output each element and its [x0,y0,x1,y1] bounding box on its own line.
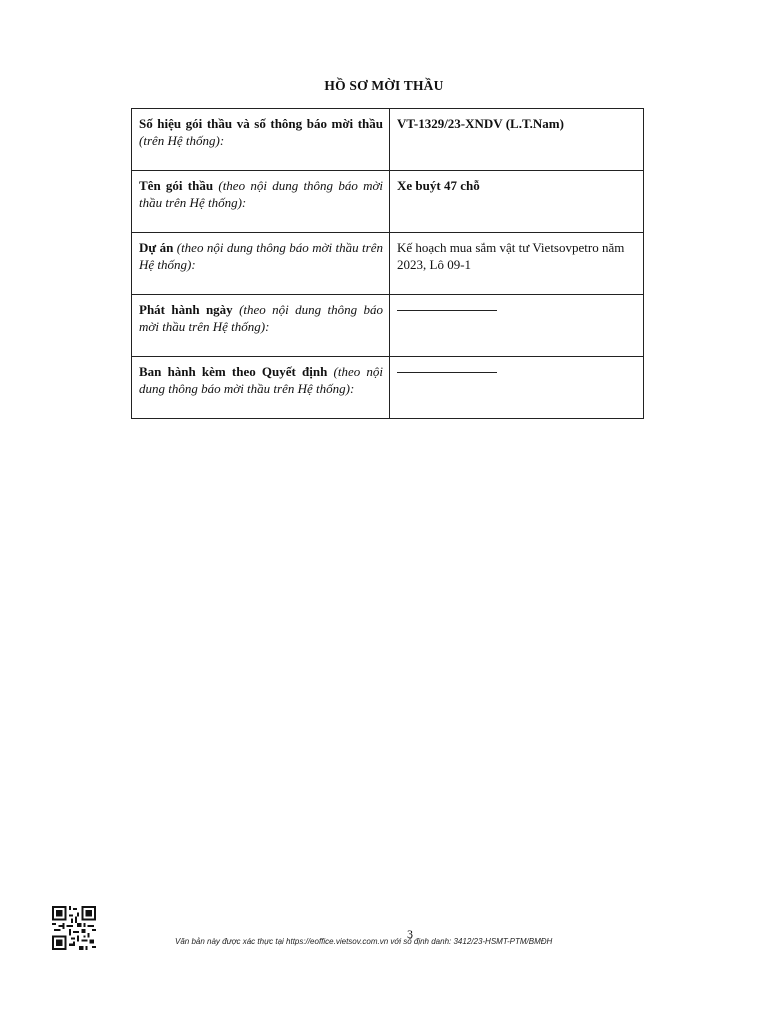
label-italic: (theo nội dung thông báo mời thầu trên Hệ thống): [139,364,384,396]
table-row [132,109,644,171]
value-text: Kế hoạch mua sắm vật tư Vietsovpetro năm 2023, Lô 09-1 [397,240,625,272]
row-label [132,233,390,295]
page-number: 3 [407,927,413,941]
blank-line [397,366,497,373]
label-bold: Dự án [139,240,174,255]
blank-line [397,304,497,311]
row-label [132,295,390,357]
label-bold: Phát hành ngày [139,302,233,317]
label-bold: Số hiệu gói thầu và số thông báo mời thầu [139,116,383,131]
row-label [132,171,390,233]
table-row [132,233,644,295]
row-label [132,109,390,171]
label-italic: (theo nội dung thông báo mời thầu trên Hệ thống): [139,302,384,334]
document-title: HỒ SƠ MỜI THẦU [324,78,444,93]
row-value [390,295,644,357]
row-label [132,357,390,419]
table-row [132,357,644,419]
table-row [132,171,644,233]
qr-code-icon [52,906,96,950]
label-italic: (theo nội dung thông báo mời thầu trên Hệ thống): [139,240,383,272]
table-row [132,295,644,357]
label-bold: Tên gói thầu [139,178,214,193]
row-value [390,171,644,233]
label-italic: (trên Hệ thống): [139,133,225,148]
label-bold: Ban hành kèm theo Quyết định [139,364,328,379]
value-text: Xe buýt 47 chỗ [397,178,480,193]
tender-info-table [131,108,644,419]
verification-footer: Văn bản này được xác thực tại https://eoffice.vietsov.com.vn với số định danh: 3412/23-HSMT-PTM/BMĐH [175,937,553,946]
row-value [390,357,644,419]
value-text: VT-1329/23-XNDV (L.T.Nam) [397,116,564,131]
row-value [390,233,644,295]
label-italic: (theo nội dung thông báo mời thầu trên Hệ thống): [139,178,384,210]
row-value [390,109,644,171]
